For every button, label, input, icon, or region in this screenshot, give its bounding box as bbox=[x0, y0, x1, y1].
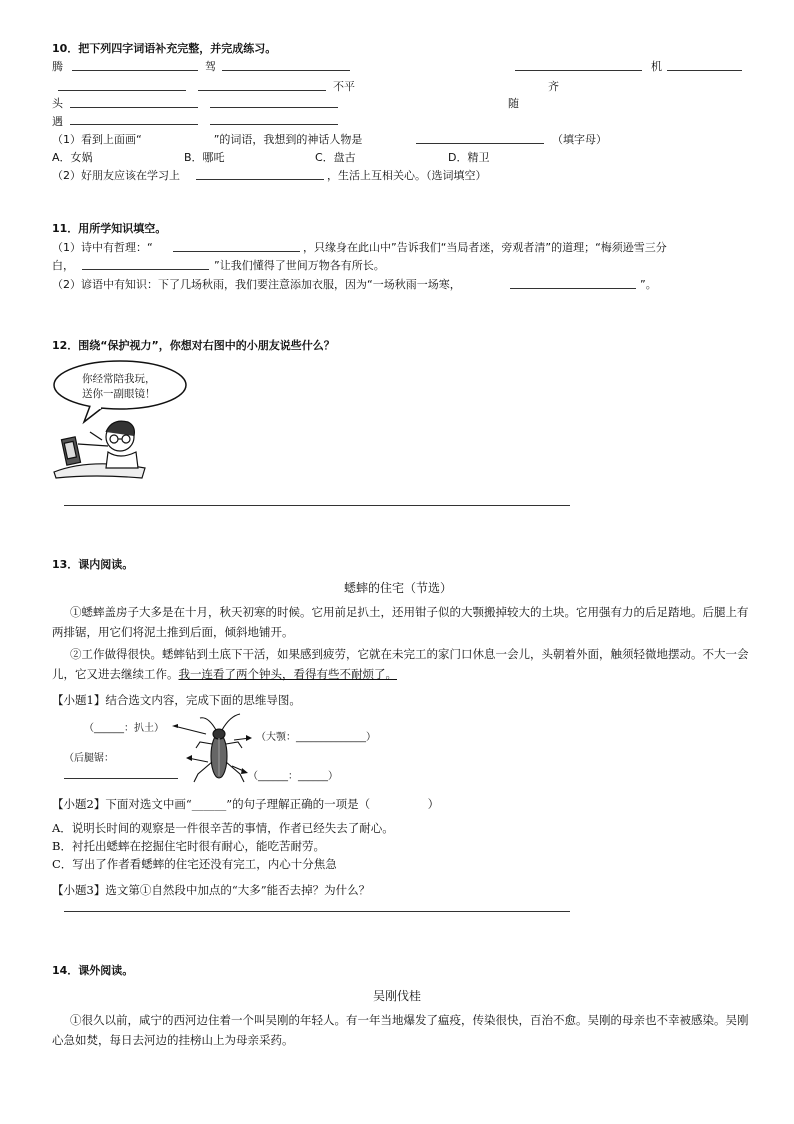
q10-blank-3[interactable] bbox=[515, 70, 642, 71]
q13-underlined-sentence: 我一连看了两个钟头，看得有些不耐烦了。 bbox=[178, 667, 397, 681]
q10-sub1 bbox=[52, 131, 362, 147]
q10-option-b[interactable]: B．哪吒 bbox=[184, 151, 225, 164]
cricket-diagram bbox=[150, 712, 350, 792]
q10-blank-4[interactable] bbox=[667, 70, 742, 71]
q10-char-teng: 腾 bbox=[52, 60, 63, 73]
q10-char-yu: 遇 bbox=[52, 115, 63, 128]
q11-line2-a: 白， bbox=[52, 259, 74, 272]
q11-blank-2[interactable] bbox=[82, 269, 209, 270]
q11-title: 11．用所学知识填空。 bbox=[52, 222, 167, 235]
q11-blank-3[interactable] bbox=[510, 288, 636, 289]
q13-sub3: 【小题3】选文第①自然段中加点的“大多”能否去掉？为什么？ bbox=[52, 883, 371, 897]
q11-blank-1[interactable] bbox=[173, 251, 300, 252]
q10-option-a[interactable]: A．女娲 bbox=[52, 151, 93, 164]
q13-sub3-answer-line[interactable] bbox=[64, 911, 570, 912]
q10-char-jia: 驾 bbox=[205, 60, 216, 73]
q11-line1-b: ，只缘身在此山中”告诉我们“当局者迷，旁观者清”的道理；“梅须逊雪三分 bbox=[303, 241, 667, 254]
bubble-line-2: 送你一副眼镜！ bbox=[82, 388, 156, 400]
mindmap-left-label: （后腿锯： bbox=[64, 753, 114, 764]
bubble-line-1: 你经常陪我玩， bbox=[82, 373, 156, 385]
q13-sub2-option-a[interactable]: A．说明长时间的观察是一件很辛苦的事情，作者已经失去了耐心。 bbox=[52, 821, 394, 835]
q10-title: 10．把下列四字词语补充完整，并完成练习。 bbox=[52, 42, 277, 55]
q10-char-tou: 头 bbox=[52, 97, 63, 110]
q12-title: 12．围绕“保护视力”，你想对右图中的小朋友说些什么？ bbox=[52, 339, 335, 352]
q14-title: 14．课外阅读。 bbox=[52, 964, 134, 977]
q11-line3-b: ”。 bbox=[640, 278, 657, 291]
q10-sub2-b: ，生活上互相关心。（选词填空） bbox=[327, 169, 487, 182]
q13-sub1: 【小题1】结合选文内容，完成下面的思维导图。 bbox=[52, 693, 301, 707]
q11-line1-a: （1）诗中有哲理：“ bbox=[52, 241, 153, 254]
q13-title: 13．课内阅读。 bbox=[52, 558, 134, 571]
q11-line3-a: （2）谚语中有知识：下了几场秋雨，我们要注意添加衣服，因为“一场秋雨一场寒， bbox=[52, 278, 461, 291]
q10-sub1-b: ”的词语，我想到的神话人物是 bbox=[213, 133, 363, 146]
speech-bubble-text bbox=[82, 372, 156, 402]
q12-answer-line[interactable] bbox=[64, 505, 570, 506]
q10-option-c[interactable]: C．盘古 bbox=[315, 151, 356, 164]
q13-passage-title: 蟋蟀的住宅（节选） bbox=[344, 581, 453, 595]
q14-passage-title: 吴刚伐桂 bbox=[373, 989, 422, 1003]
q10-blank-7[interactable] bbox=[70, 107, 198, 108]
q10-sub1-a: （1）看到上面画“ bbox=[52, 133, 142, 146]
q10-char-ji: 机 bbox=[651, 60, 662, 73]
q10-blank-1[interactable] bbox=[72, 70, 198, 71]
q10-sub1-c: （填字母） bbox=[552, 133, 607, 146]
q10-blank-9[interactable] bbox=[70, 124, 198, 125]
q10-blank-5[interactable] bbox=[58, 90, 186, 91]
q10-blank-6[interactable] bbox=[198, 90, 326, 91]
q10-char-sui: 随 bbox=[508, 97, 519, 110]
q10-option-d[interactable]: D．精卫 bbox=[448, 151, 490, 164]
q10-blank-10[interactable] bbox=[210, 124, 338, 125]
q13-sub2: 【小题2】下面对选文中画“______”的句子理解正确的一项是（ ） bbox=[52, 797, 440, 811]
q13-sub2-option-c[interactable]: C．写出了作者看蟋蟀的住宅还没有完工，内心十分焦急 bbox=[52, 857, 337, 871]
q10-blank-2[interactable] bbox=[222, 70, 350, 71]
mindmap-left-top[interactable]: （______：扒土） bbox=[84, 723, 164, 734]
q10-sub2-blank[interactable] bbox=[196, 179, 324, 180]
q13-paragraph-2 bbox=[52, 644, 752, 684]
cricket-icon bbox=[194, 714, 244, 782]
q10-char-buping: 不平 bbox=[333, 80, 355, 93]
q10-blank-8[interactable] bbox=[210, 107, 338, 108]
q10-sub2-a: （2）好朋友应该在学习上 bbox=[52, 169, 180, 182]
q13-paragraph-1: ①蟋蟀盖房子大多是在十月，秋天初寒的时候。它用前足扒土，还用钳子似的大颚搬掉较大的土块。它用强有力的后足踏地。后腿上有两排锯，用它们将泥土推到后面，倾斜地铺开。 bbox=[52, 605, 749, 639]
mindmap-right-top[interactable]: （大颚：______________） bbox=[256, 732, 376, 743]
q10-char-qi: 齐 bbox=[548, 80, 559, 93]
q14-paragraph-1: ①很久以前，咸宁的西河边住着一个叫吴刚的年轻人。有一年当地爆发了瘟疫，传染很快，百治不愈。吴刚的母亲也不幸被感染。吴刚心急如焚，每日去河边的挂榜山上为母亲采药。 bbox=[52, 1013, 749, 1047]
q10-sub1-blank[interactable] bbox=[416, 143, 544, 144]
q13-sub2-option-b[interactable]: B．衬托出蟋蟀在挖掘住宅时很有耐心，能吃苦耐劳。 bbox=[52, 839, 325, 853]
mindmap-right-bottom[interactable]: （______：______） bbox=[248, 771, 338, 782]
q13-paragraph-2-text: ②工作做得很快。蟋蟀钻到土底下干活，如果感到疲劳，它就在未完工的家门口休息一会儿，头朝着外面，触须轻微地摆动。不大一会儿，它又进去继续工作。 bbox=[52, 647, 749, 681]
q11-line2-b: ”让我们懂得了世间万物各有所长。 bbox=[214, 259, 385, 272]
child-figure bbox=[54, 421, 145, 478]
